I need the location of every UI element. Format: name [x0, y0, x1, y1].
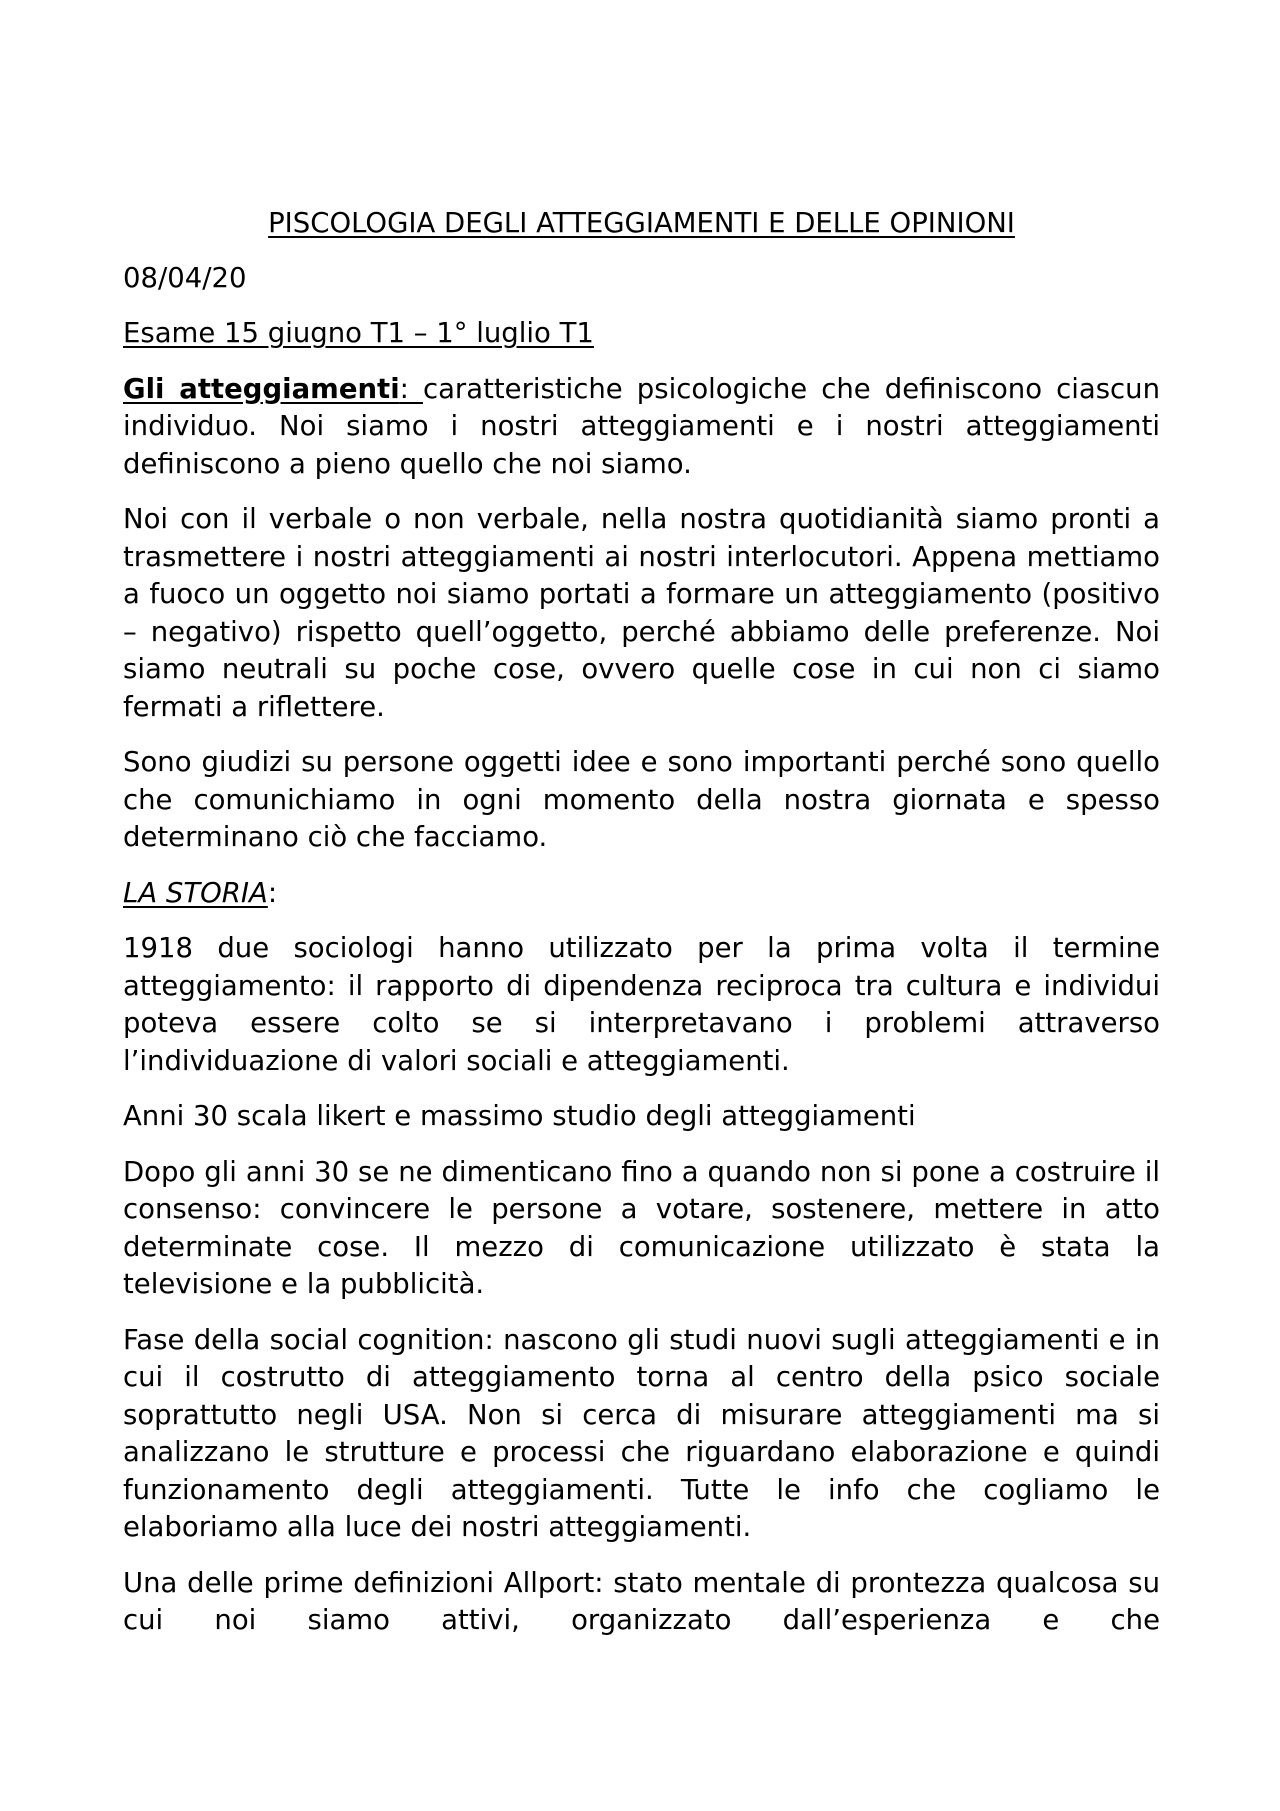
- paragraph-3: Sono giudizi su persone oggetti idee e sono importanti perché sono quello che comunichiamo in ogni momento della nostra giornata e spesso determinano ciò che facciamo.: [123, 746, 1160, 853]
- document-title: PISCOLOGIA DEGLI ATTEGGIAMENTI E DELLE OPINIONI: [268, 207, 1015, 239]
- paragraph-5: Anni 30 scala likert e massimo studio degli atteggiamenti: [123, 1100, 916, 1132]
- history-heading-line: [123, 875, 1160, 913]
- intro-text: caratteristiche psicologiche che definiscono ciascun individuo. Noi siamo i nostri atteggiamenti e i nostri atteggiamenti definiscono a pieno quello che noi siamo.: [123, 372, 1161, 480]
- paragraph-intro: [123, 371, 1160, 484]
- history-colon: :: [267, 876, 278, 909]
- paragraph-7: Fase della social cognition: nascono gli studi nuovi sugli atteggiamenti e in cui il costrutto di atteggiamento torna al centro della psico sociale soprattutto negli USA. Non si cerca di misurare atteggiamenti ma si analizzano le strutture e processi che riguardano elaborazione e quindi funzionamento degli atteggiamenti. Tutte le info che cogliamo le elaboriamo alla luce dei nostri atteggiamenti.: [123, 1323, 1160, 1543]
- intro-term: Gli atteggiamenti: [123, 372, 400, 405]
- document-date: 08/04/20: [123, 261, 247, 294]
- document-page: [123, 205, 1160, 1658]
- paragraph-2: Noi con il verbale o non verbale, nella nostra quotidianità siamo pronti a trasmettere i nostri atteggiamenti ai nostri interlocutori. Appena mettiamo a fuoco un oggetto noi siamo portati a formare un atteggiamento (positivo – negativo) rispetto quell’oggetto, perché abbiamo delle preferenze. Noi siamo neutrali su poche cose, ovvero quelle cose in cui non ci siamo fermati a riflettere.: [123, 503, 1160, 723]
- history-heading: LA STORIA: [123, 876, 268, 909]
- paragraph-6: Dopo gli anni 30 se ne dimenticano fino a quando non si pone a costruire il consenso: convincere le persone a votare, sostenere, mettere in atto determinate cose. Il mezzo di comunicazione utilizzato è stata la televisione e la pubblicità.: [123, 1155, 1160, 1300]
- paragraph-8: Una delle prime definizioni Allport: stato mentale di prontezza qualcosa su cui noi siamo attivi, organizzato dall’esperienza e che: [123, 1566, 1160, 1636]
- intro-colon: :: [399, 372, 423, 405]
- exam-dates: Esame 15 giugno T1 – 1° luglio T1: [123, 317, 594, 349]
- paragraph-4: 1918 due sociologi hanno utilizzato per la prima volta il termine atteggiamento: il rapporto di dipendenza reciproca tra cultura e individui poteva essere colto se si interpretavano i problemi attraverso l’individuazione di valori sociali e atteggiamenti.: [123, 932, 1160, 1077]
